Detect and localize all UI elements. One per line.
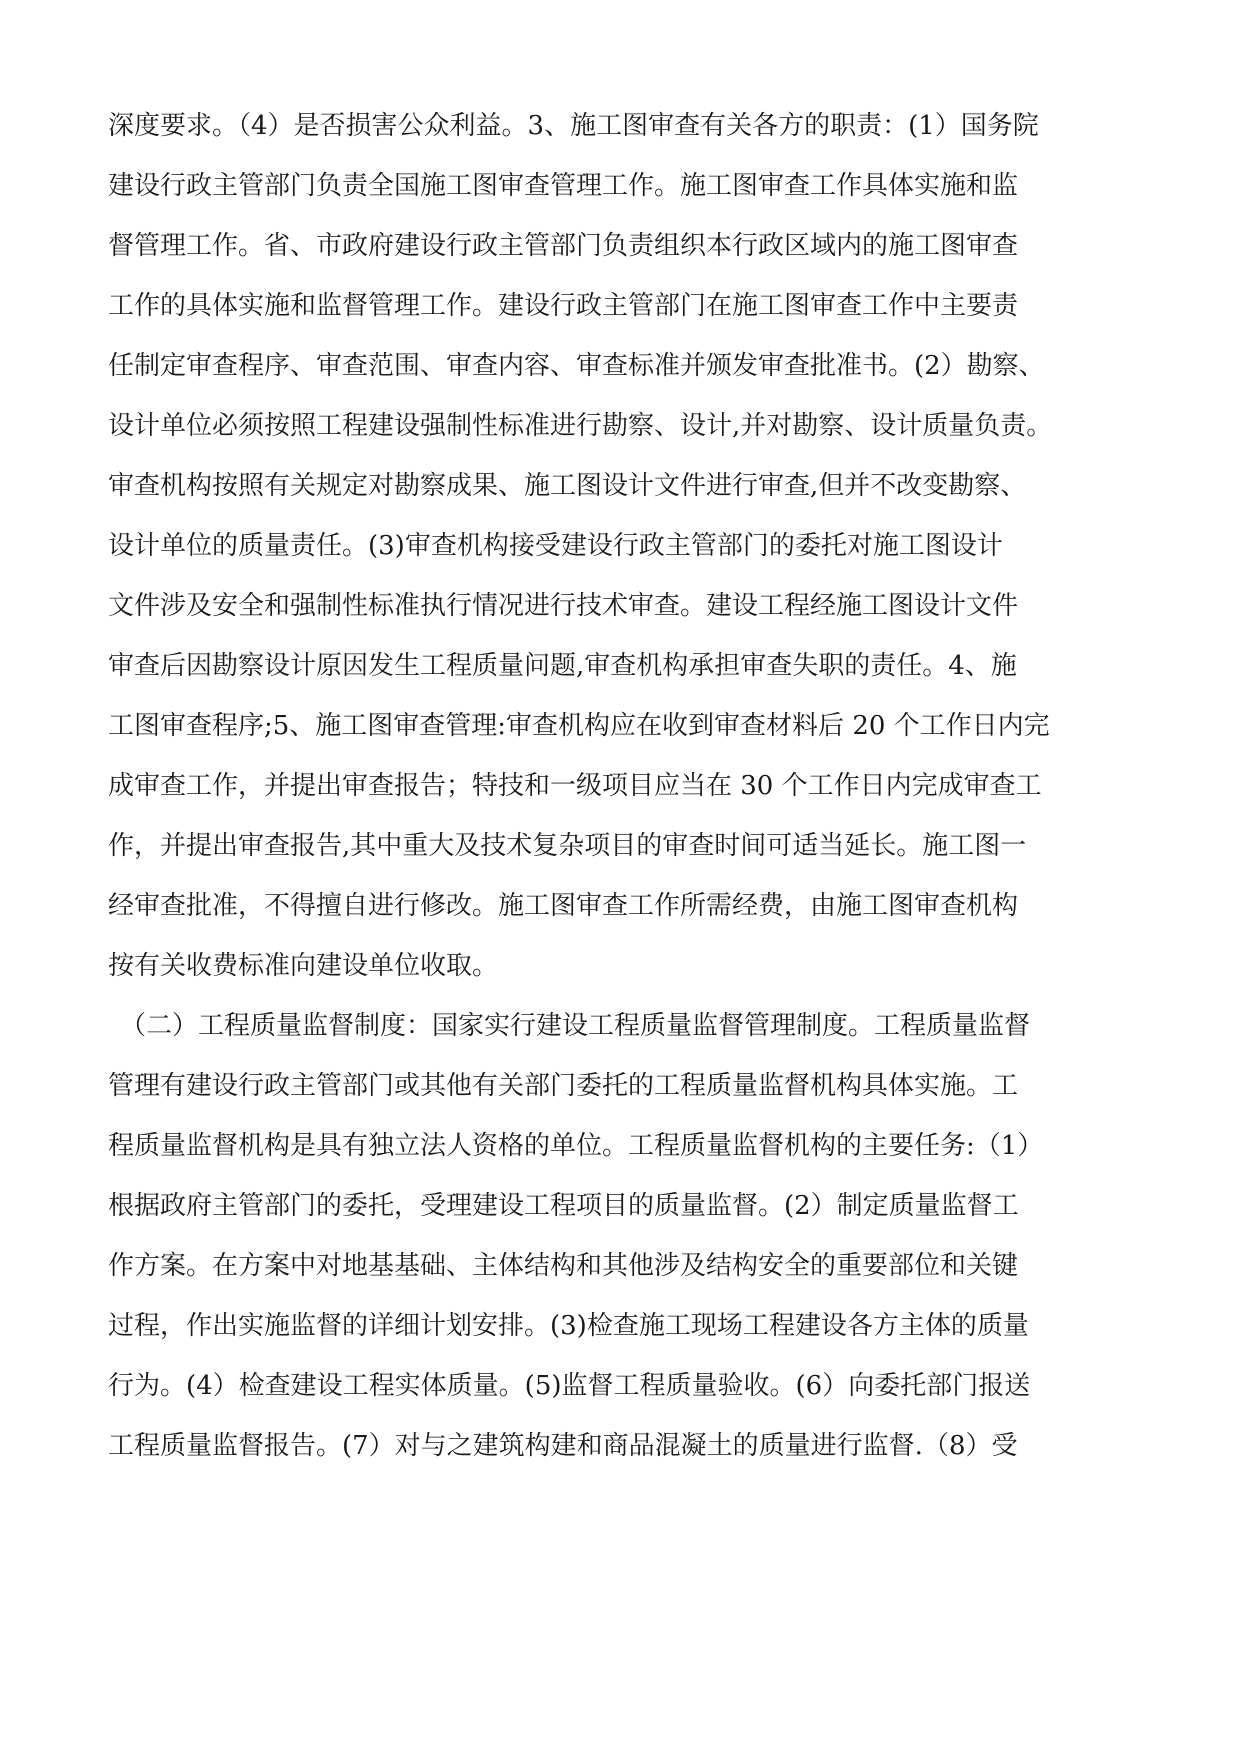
text-line-22: 行为。(4）检查建设工程实体质量。(5)监督工程质量验收。(6）向委托部门报送 <box>108 1371 1031 1401</box>
text-line-4: 工作的具体实施和监督管理工作。建设行政主管部门在施工图审查工作中主要责 <box>108 291 1019 321</box>
text-line-14: 经审查批准，不得擅自进行修改。施工图审查工作所需经费，由施工图审查机构 <box>108 891 1019 921</box>
text-line-6: 设计单位必须按照工程建设强制性标准进行勘察、设计,并对勘察、设计质量负责。 <box>108 411 1053 441</box>
text-line-2: 建设行政主管部门负责全国施工图审查管理工作。施工图审查工作具体实施和监 <box>108 171 1019 201</box>
text-line-11: 工图审查程序;5、施工图审查管理:审查机构应在收到审查材料后 20 个工作日内完 <box>108 711 1050 741</box>
text-line-9: 文件涉及安全和强制性标准执行情况进行技术审查。建设工程经施工图设计文件 <box>108 591 1019 621</box>
text-line-23: 工程质量监督报告。(7）对与之建筑构建和商品混凝土的质量进行监督.（8）受 <box>108 1431 1018 1461</box>
text-line-8: 设计单位的质量责任。(3)审查机构接受建设行政主管部门的委托对施工图设计 <box>108 531 1003 561</box>
text-line-17: 管理有建设行政主管部门或其他有关部门委托的工程质量监督机构具体实施。工 <box>108 1071 1019 1101</box>
text-line-20: 作方案。在方案中对地基基础、主体结构和其他涉及结构安全的重要部位和关键 <box>108 1251 1019 1281</box>
text-line-10: 审查后因勘察设计原因发生工程质量问题,审查机构承担审查失职的责任。4、施 <box>108 651 1017 681</box>
text-line-12: 成审查工作，并提出审查报告；特技和一级项目应当在 30 个工作日内完成审查工 <box>108 771 1042 801</box>
text-line-16: （二）工程质量监督制度：国家实行建设工程质量监督管理制度。工程质量监督 <box>120 1011 1031 1041</box>
text-line-21: 过程，作出实施监督的详细计划安排。(3)检查施工现场工程建设各方主体的质量 <box>108 1311 1029 1341</box>
text-line-5: 任制定审查程序、审查范围、审查内容、审查标准并颁发审查批准书。(2）勘察、 <box>108 351 1045 381</box>
text-line-1: 深度要求。（4）是否损害公众利益。3、施工图审查有关各方的职责：(1）国务院 <box>108 111 1039 141</box>
text-line-7: 审查机构按照有关规定对勘察成果、施工图设计文件进行审查,但并不改变勘察、 <box>108 471 1027 501</box>
text-line-15: 按有关收费标准向建设单位收取。 <box>108 951 499 981</box>
text-line-19: 根据政府主管部门的委托，受理建设工程项目的质量监督。(2）制定质量监督工 <box>108 1191 1019 1221</box>
text-line-13: 作，并提出审查报告,其中重大及技术复杂项目的审查时间可适当延长。施工图一 <box>108 831 1027 861</box>
text-line-18: 程质量监督机构是具有独立法人资格的单位。工程质量监督机构的主要任务:（1） <box>108 1131 1044 1161</box>
text-line-3: 督管理工作。省、市政府建设行政主管部门负责组织本行政区域内的施工图审查 <box>108 231 1019 261</box>
